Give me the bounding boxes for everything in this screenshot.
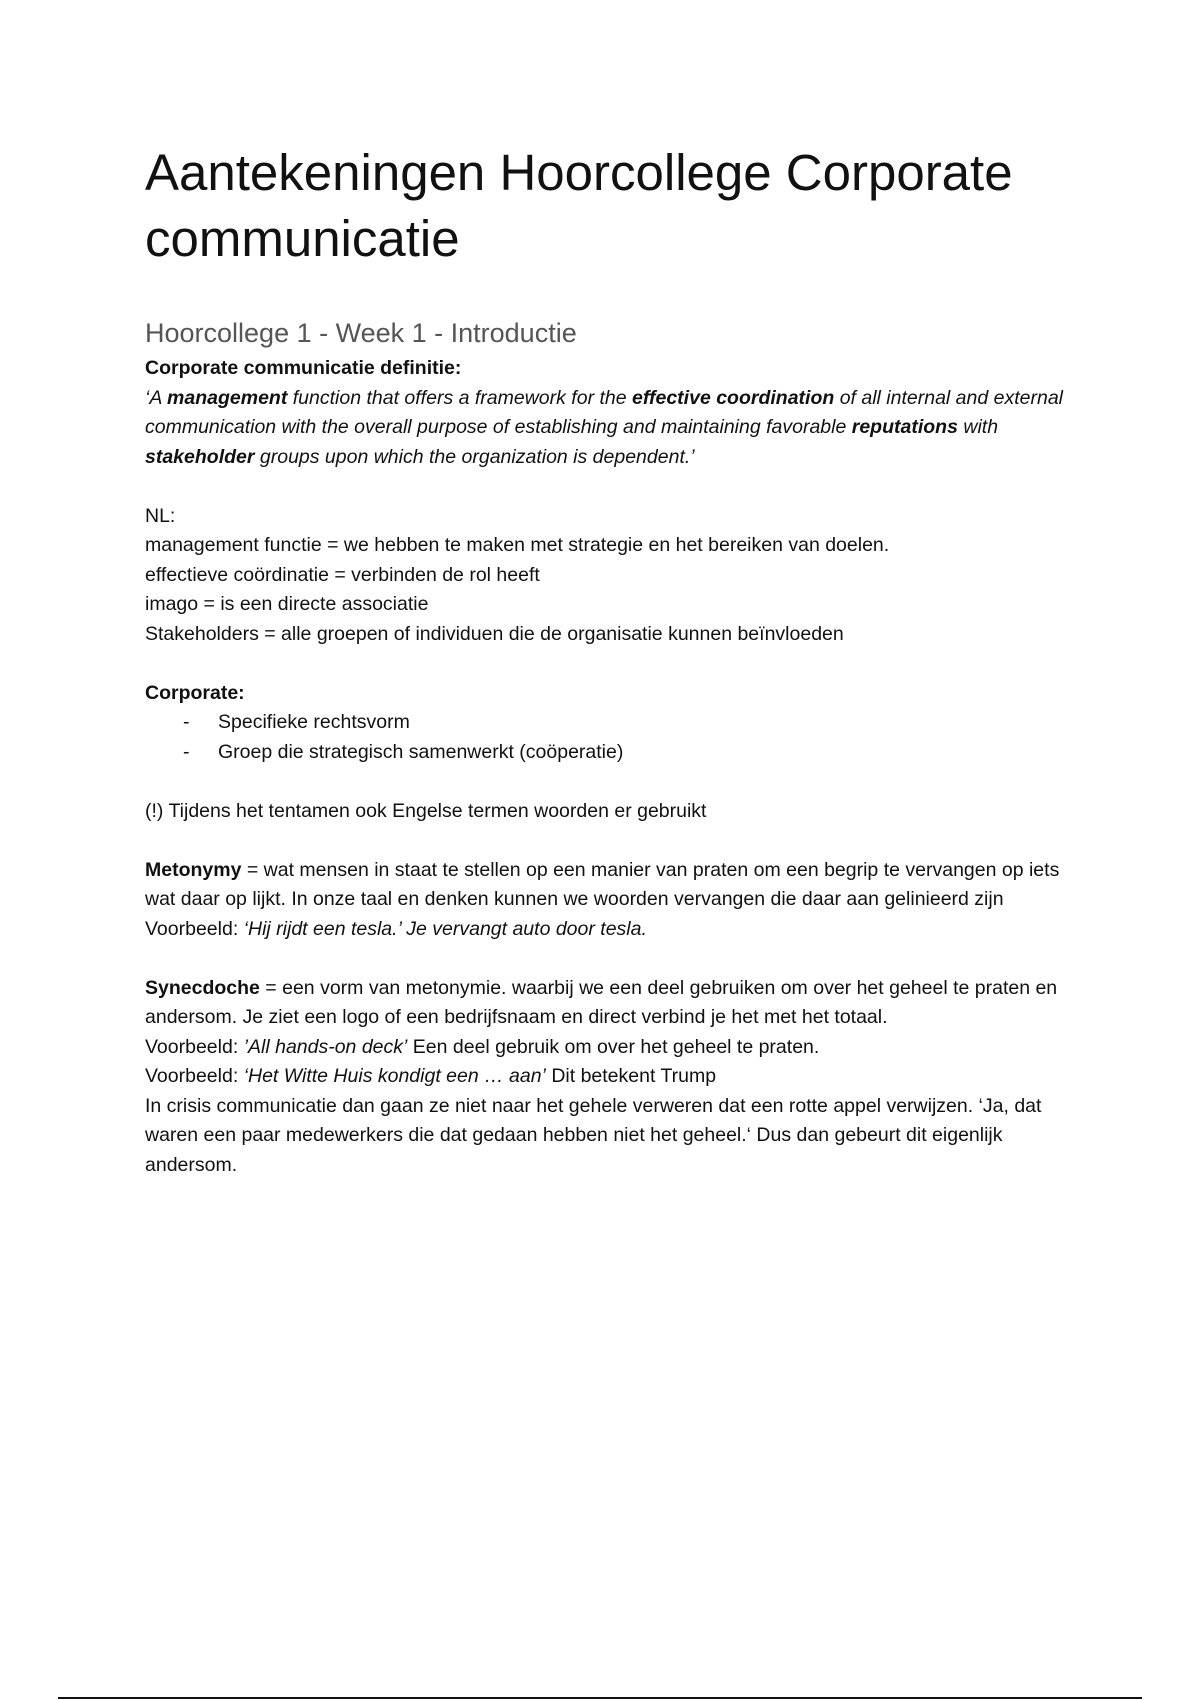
- dash-bullet: -: [183, 711, 190, 733]
- list-item: - Specifieke rechtsvorm: [183, 708, 1085, 738]
- document-title: Aantekeningen Hoorcollege Corporate communicatie: [145, 144, 1013, 267]
- synecdoche-paragraph: Synecdoche = een vorm van metonymie. waarbij we een deel gebruiken om over het geheel te praten en andersom. Je ziet een logo of een bedrijfsnaam en direct verbind je het met het totaal.: [145, 976, 1058, 1028]
- corporate-list: [145, 708, 1085, 767]
- nl-label: NL:: [145, 504, 176, 527]
- list-item: - Groep die strategisch samenwerkt (coöperatie): [183, 738, 1085, 768]
- section-heading: Hoorcollege 1 - Week 1 - Introductie: [145, 318, 577, 348]
- document-page: [145, 140, 1085, 1180]
- page-bottom-rule: [58, 1697, 1142, 1699]
- dash-bullet: -: [183, 740, 190, 763]
- nl-line-stakeholders: Stakeholders = alle groepen of individuen die de organisatie kunnen beïnvloeden: [145, 622, 844, 645]
- nl-line-coordinatie: effectieve coördinatie = verbinden de rol heeft: [145, 563, 540, 586]
- definition-quote: ‘A management function that offers a framework for the effective coordination of all internal and external communication with the overall purpose of establishing and maintaining favorable reputations with stakeholder groups upon which the organization is dependent.’: [145, 386, 1064, 468]
- synecdoche-closing: In crisis communicatie dan gaan ze niet naar het gehele verweren dat een rotte appel verwijzen. ‘Ja, dat waren een paar medewerkers die dat gedaan hebben niet het geheel.‘ Dus dan gebeurt dit eigenlijk andersom.: [145, 1094, 1042, 1176]
- corporate-label: Corporate:: [145, 681, 245, 704]
- nl-line-management: management functie = we hebben te maken met strategie en het bereiken van doelen.: [145, 534, 890, 556]
- synecdoche-example-1: Voorbeeld: ’All hands-on deck’ Een deel gebruik om over het geheel te praten.: [145, 1035, 820, 1058]
- definition-label: Corporate communicatie definitie:: [145, 357, 462, 379]
- nl-line-imago: imago = is een directe associatie: [145, 593, 429, 615]
- metonymy-paragraph: Metonymy = wat mensen in staat te stellen op een manier van praten om een begrip te vervangen op iets wat daar op lijkt. In onze taal en denken kunnen we woorden vervangen die daar aan gelinieerd zijn: [145, 858, 1060, 910]
- metonymy-example: Voorbeeld: ‘Hij rijdt een tesla.’ Je vervangt auto door tesla.: [145, 917, 647, 940]
- exam-note: (!) Tijdens het tentamen ook Engelse termen woorden er gebruikt: [145, 799, 707, 822]
- synecdoche-example-2: Voorbeeld: ‘Het Witte Huis kondigt een … aan’ Dit betekent Trump: [145, 1065, 717, 1087]
